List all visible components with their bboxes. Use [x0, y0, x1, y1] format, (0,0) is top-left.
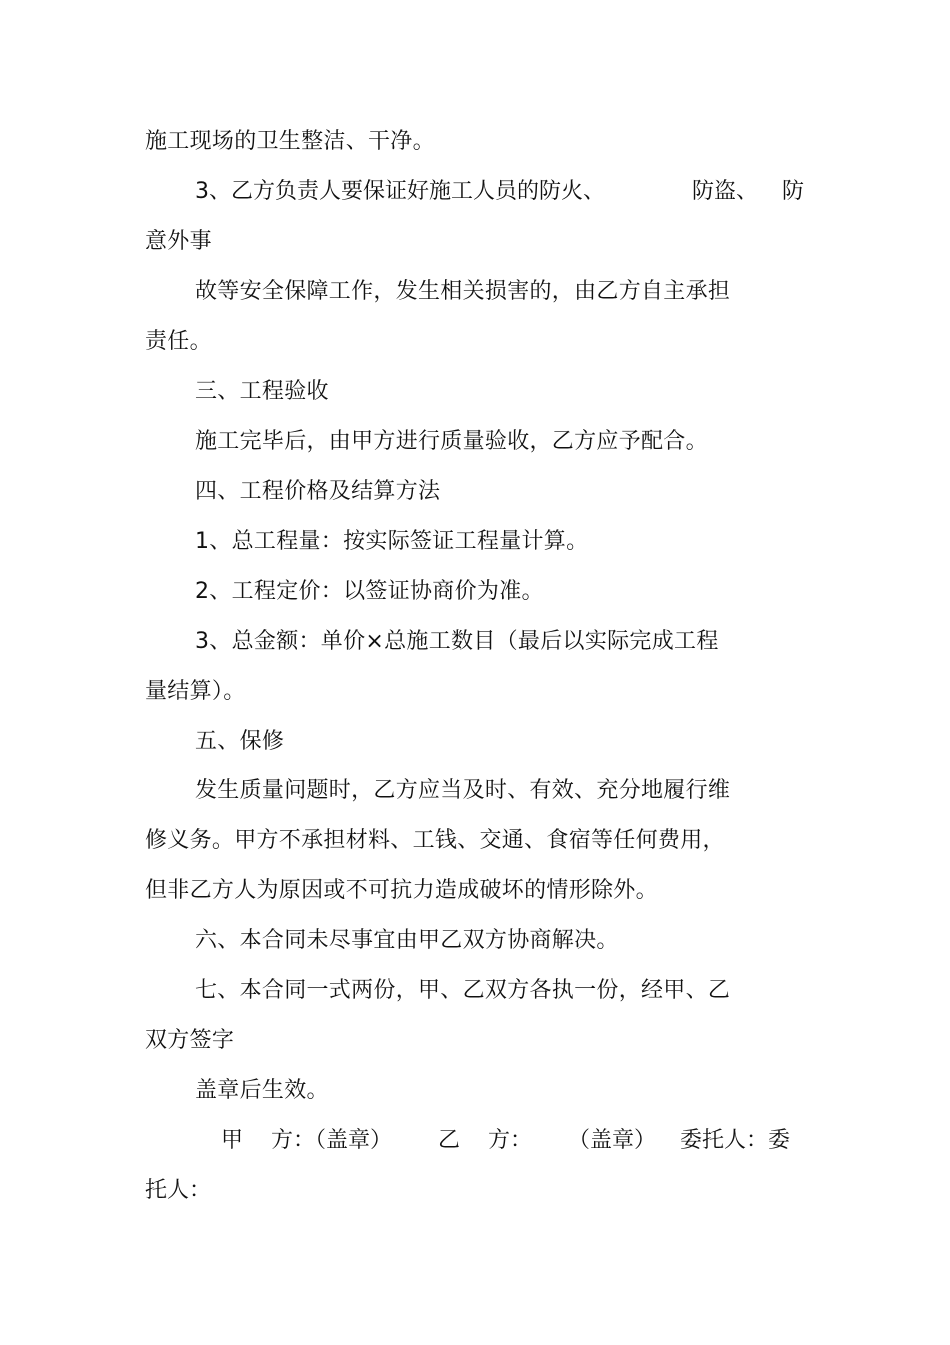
paragraph-line: 双方签字 — [145, 1028, 235, 1053]
paragraph-line: 盖章后生效。 — [195, 1078, 329, 1103]
paragraph-line: 发生质量问题时，乙方应当及时、有效、充分地履行维 — [195, 778, 731, 803]
party-b-seal: （盖章） — [568, 1128, 657, 1153]
section-heading: 四、工程价格及结算方法 — [195, 479, 441, 504]
paragraph-line: 3、总金额：单价×总施工数目（最后以实际完成工程 — [195, 629, 719, 654]
agent-label-continued: 托人： — [145, 1178, 212, 1203]
paragraph-line-fragment: 防盗、 — [692, 179, 759, 204]
paragraph-line: 量结算）。 — [145, 679, 246, 704]
paragraph-line: 责任。 — [145, 329, 212, 354]
paragraph-line: 3、乙方负责人要保证好施工人员的防火、 — [195, 179, 605, 204]
section-heading: 六、本合同未尽事宜由甲乙双方协商解决。 — [195, 928, 619, 953]
party-b-label: 乙 — [438, 1128, 461, 1153]
agent-label: 委托人：委 — [680, 1128, 791, 1153]
paragraph-line-fragment: 防 — [782, 179, 805, 204]
party-a-label: 甲 — [221, 1128, 244, 1153]
paragraph-line: 修义务。甲方不承担材料、工钱、交通、食宿等任何费用， — [145, 828, 725, 853]
section-heading: 五、保修 — [195, 729, 285, 754]
paragraph-line: 1、总工程量：按实际签证工程量计算。 — [195, 529, 589, 554]
paragraph-line: 意外事 — [145, 229, 212, 254]
party-b-label-suffix: 方： — [488, 1128, 533, 1153]
paragraph-line: 七、本合同一式两份，甲、乙双方各执一份，经甲、乙 — [195, 978, 731, 1003]
paragraph-line: 故等安全保障工作，发生相关损害的，由乙方自主承担 — [195, 279, 731, 304]
party-a-seal: 方：（盖章） — [271, 1128, 393, 1153]
paragraph-line: 施工完毕后，由甲方进行质量验收，乙方应予配合。 — [195, 429, 708, 454]
paragraph-line: 施工现场的卫生整洁、干净。 — [145, 129, 435, 154]
paragraph-line: 2、工程定价：以签证协商价为准。 — [195, 579, 544, 604]
paragraph-line: 但非乙方人为原因或不可抗力造成破坏的情形除外。 — [145, 878, 658, 903]
section-heading: 三、工程验收 — [195, 379, 329, 404]
